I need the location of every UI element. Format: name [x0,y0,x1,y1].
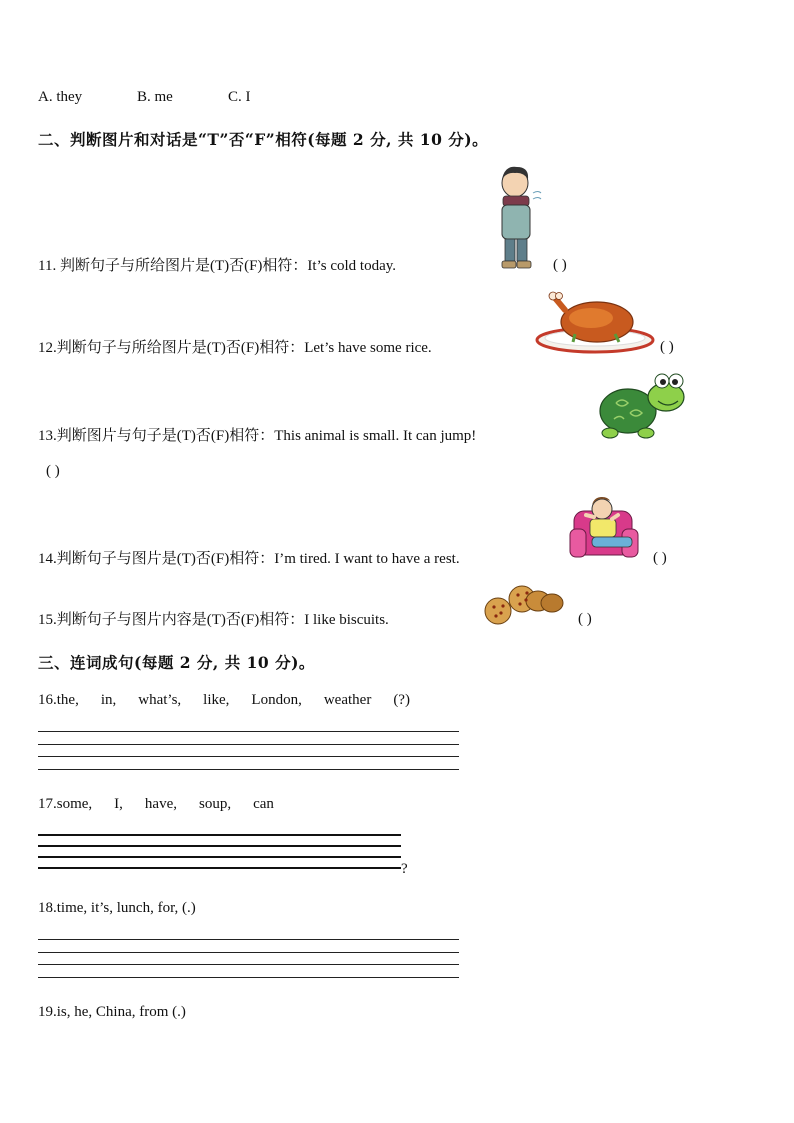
answer-line[interactable] [38,744,459,745]
option-a: A. they [38,89,83,105]
cold-boy-icon [493,163,543,273]
answer-line[interactable] [38,867,401,869]
word: can [253,796,274,812]
question-12: 12.判断句子与所给图片是(T)否(F)相符：Let’s have some rice. [38,340,432,356]
word: like, [203,692,230,708]
answer-parenthesis-13[interactable]: ( ) [46,463,60,479]
question-18: 18.time, it’s, lunch, for, (.) [38,900,196,916]
answer-line[interactable] [38,845,401,847]
word: the, [56,692,79,708]
word: (?) [393,692,410,708]
tired-boy-armchair-icon [568,493,644,565]
question-11: 11. 判断句子与所给图片是(T)否(F)相符：It’s cold today. [38,258,397,274]
option-b: B. me [137,89,173,105]
word: some, [56,796,93,812]
answer-line[interactable] [38,964,459,965]
word: in, [100,692,117,708]
roast-turkey-icon [535,290,655,356]
answer-line[interactable] [38,939,459,940]
question-number: 17. [38,796,57,812]
answer-line[interactable] [38,952,459,953]
answer-parenthesis-14[interactable]: ( ) [653,550,667,566]
question-17 [38,795,274,813]
answer-parenthesis-12[interactable]: ( ) [660,339,674,355]
word: soup, [199,796,232,812]
turtle-icon [596,371,688,441]
word: London, [251,692,302,708]
question-16 [38,691,410,709]
word: have, [144,796,177,812]
question-19: 19.is, he, China, from (.) [38,1004,186,1020]
section-2-heading: 二、判断图片和对话是“T”否“F”相符(每题 2 分, 共 10 分)。 [38,130,489,149]
question-mark: ? [401,861,408,877]
question-15: 15.判断句子与图片内容是(T)否(F)相符：I like biscuits. [38,612,389,628]
answer-parenthesis-11[interactable]: ( ) [553,257,567,273]
word: what’s, [138,692,182,708]
question-14: 14.判断句子与图片是(T)否(F)相符：I’m tired. I want to have a rest. [38,551,460,567]
answer-line[interactable] [38,834,401,836]
answer-line[interactable] [38,977,459,978]
question-13: 13.判断图片与句子是(T)否(F)相符：This animal is small. It can jump! [38,428,477,444]
answer-parenthesis-15[interactable]: ( ) [578,611,592,627]
word: I, [114,796,123,812]
answer-line[interactable] [38,856,401,858]
option-c: C. I [228,89,251,105]
biscuits-icon [482,583,566,627]
section-3-heading: 三、连词成句(每题 2 分, 共 10 分)。 [38,653,315,672]
word: weather [323,692,372,708]
answer-line[interactable] [38,731,459,732]
answer-line[interactable] [38,769,459,770]
answer-line[interactable] [38,756,459,757]
question-number: 16. [38,692,57,708]
